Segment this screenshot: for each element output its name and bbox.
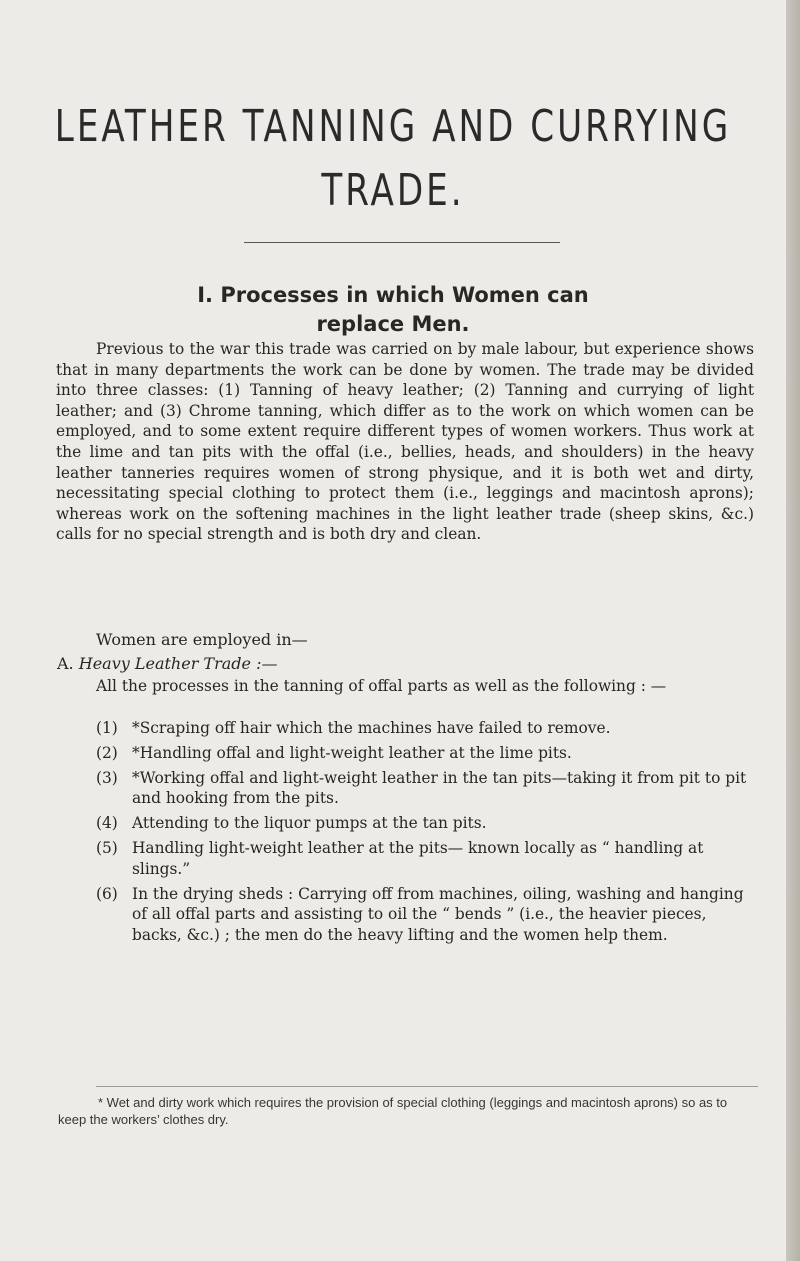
section-heading-line-1: I. Processes in which Women can — [197, 283, 589, 307]
list-item-number: (1) — [96, 719, 118, 737]
subsection-lead: All the processes in the tanning of offal parts as well as the following : — — [96, 677, 667, 695]
list-item-text: *Handling offal and light-weight leather at the lime pits. — [132, 743, 572, 762]
list-item — [96, 838, 758, 880]
list-item-number: (4) — [96, 814, 118, 833]
footnote: * Wet and dirty work which requires the provision of special clothing (leggings and macintosh aprons) so as to keep the workers’ clothes dry. — [58, 1095, 728, 1127]
intro-paragraph: Previous to the war this trade was carried on by male labour, but experience shows that in many departments the work can be done by women. The trade may be divided into three classes: (1) Tanning of heavy leather; (2) Tanning and currying of light leather; and (3) Chrome tanning, which differ as to the work on which women can be employed, and to some extent require different types of women workers. Thus work at the lime and tan pits with the offal (i.e., bellies, heads, and shoulders) in the heavy leather tanneries requires women of strong physique, and it is both wet and dirty, necessitating special clothing to protect them (i.e., leggings and macintosh aprons); whereas work on the softening machines in the light leather trade (sheep skins, &c.) calls for no special strength and is both dry and clean. — [56, 340, 754, 544]
footnote-divider — [96, 1086, 758, 1087]
list-item-text: Attending to the liquor pumps at the tan pits. — [132, 814, 487, 833]
list-item-number: (5) — [96, 838, 118, 857]
list-item — [96, 884, 758, 946]
title-divider — [244, 242, 560, 243]
list-item — [96, 743, 758, 764]
list-item-text: In the drying sheds : Carrying off from machines, oiling, washing and hanging of all offal parts and assisting to oil the “ bends ” (i.e., the heavier pieces, backs, &c.) ; the men do the heavy lifting and the women help them. — [132, 884, 744, 945]
process-list — [96, 718, 758, 950]
list-item-text: *Scraping off hair which the machines have failed to remove. — [132, 719, 611, 737]
list-item-number: (3) — [96, 768, 118, 787]
subsection-title: Heavy Leather Trade :— — [78, 654, 278, 673]
list-item — [96, 768, 758, 810]
page-edge-shadow — [786, 0, 800, 1261]
section-heading-line-2: replace Men. — [316, 312, 470, 336]
document-title-line-2: TRADE. — [321, 164, 465, 216]
list-item — [96, 813, 758, 834]
subsection-heading-a — [57, 654, 277, 673]
list-item-number: (2) — [96, 743, 118, 762]
list-item-number: (6) — [96, 884, 118, 903]
list-item — [96, 718, 758, 739]
list-item-text: Handling light-weight leather at the pits— known locally as “ handling at slings.” — [132, 838, 704, 878]
employment-intro: Women are employed in— — [96, 630, 308, 649]
subsection-letter: A. — [57, 654, 74, 673]
list-item-text: *Working offal and light-weight leather in the tan pits—taking it from pit to pit and hooking from the pits. — [132, 768, 747, 808]
document-title-line-1: LEATHER TANNING AND CURRYING — [54, 100, 732, 152]
